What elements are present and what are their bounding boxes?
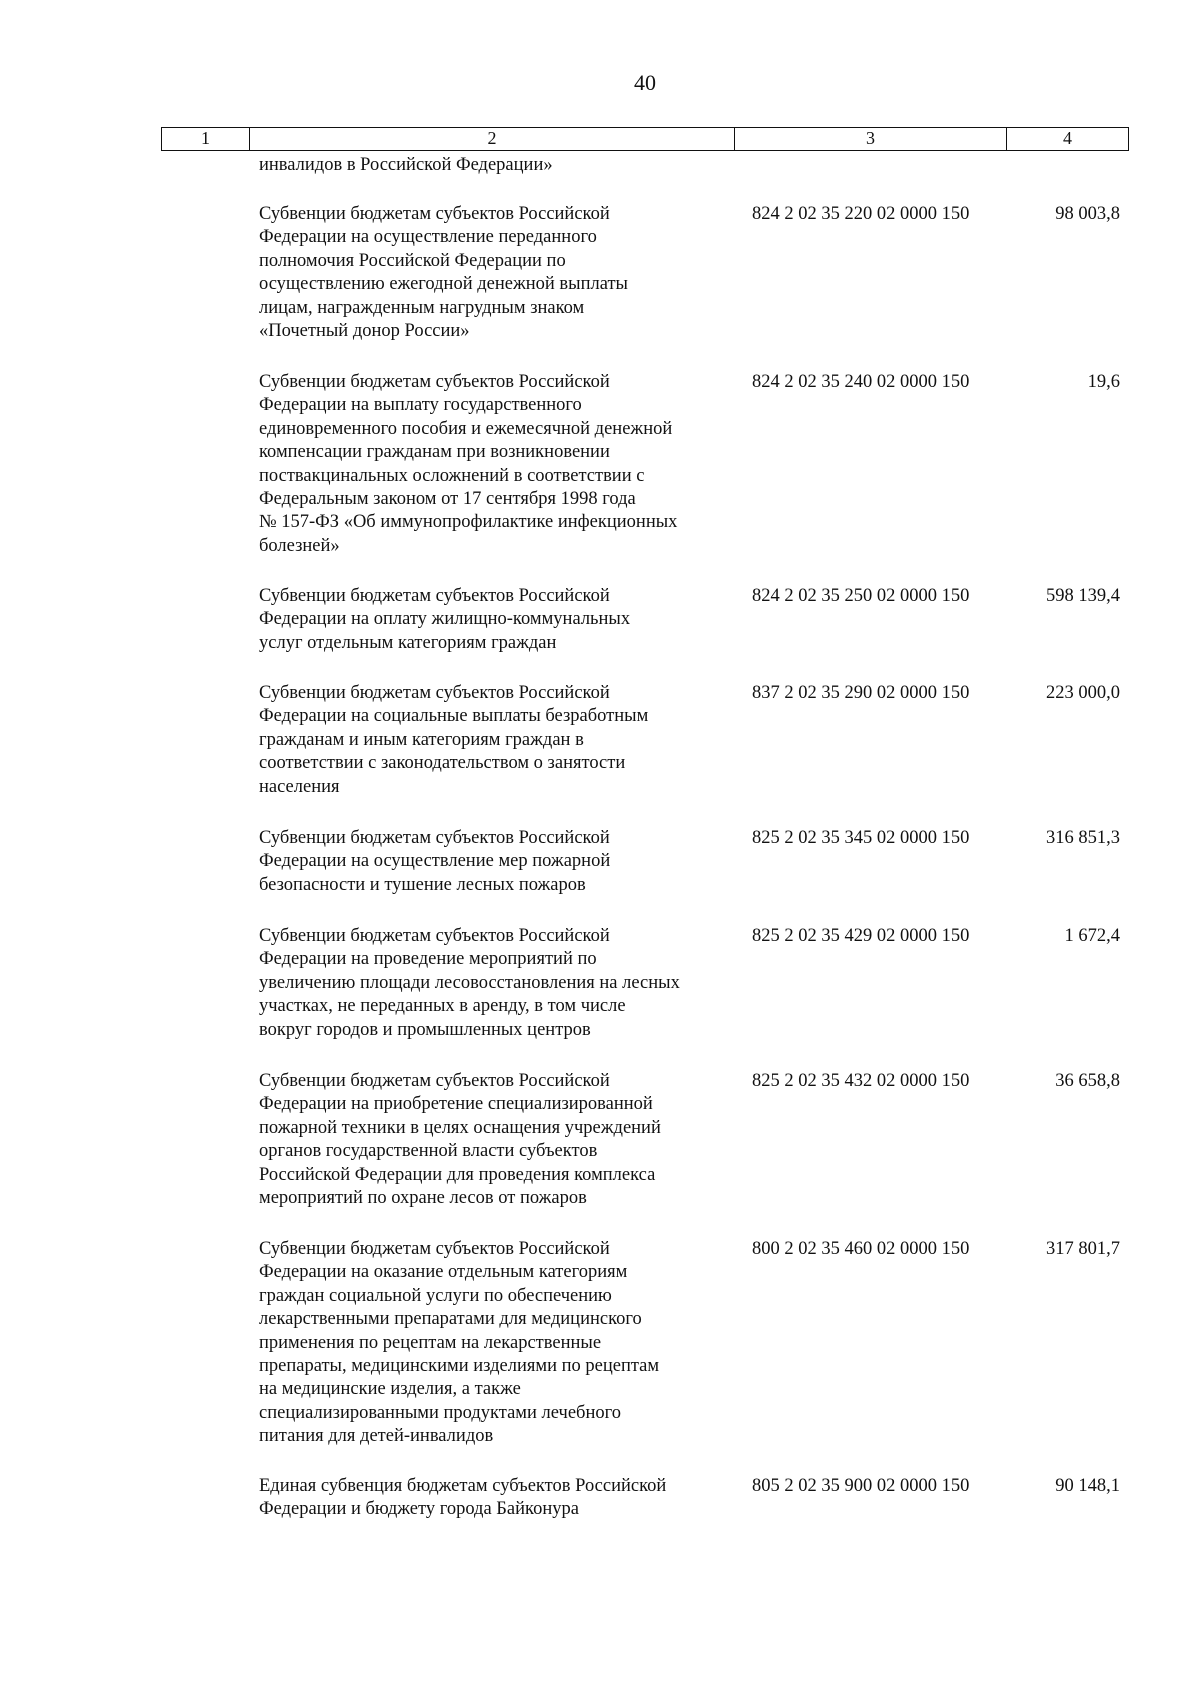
row-description: Субвенции бюджетам субъектов Российской Федерации на проведение мероприятий по увеличению площади лесовосстановления на лесных участках, не переданных в аренду, в том числе вокруг городов и промышленных центров <box>259 926 680 1040</box>
row-description: Субвенции бюджетам субъектов Российской Федерации на выплату государственного единовременного пособия и ежемесячной денежной компенсации гражданам при возникновении поствакцинальных осложнений в соответствии с Федеральным законом от 17 сентября 1998 года № 157-ФЗ «Об иммунопрофилактике инфекционных болезней» <box>259 372 678 556</box>
row-amount: 90 148,1 <box>1055 1476 1120 1496</box>
row-code: 824 2 02 35 250 02 0000 150 <box>752 586 970 606</box>
row-amount: 316 851,3 <box>1046 828 1120 848</box>
row-code: 825 2 02 35 432 02 0000 150 <box>752 1071 970 1091</box>
row-description: Субвенции бюджетам субъектов Российской Федерации на социальные выплаты безработным гражданам и иным категориям граждан в соответствии с законодательством о занятости населения <box>259 683 649 797</box>
row-amount: 223 000,0 <box>1046 683 1120 703</box>
table-header <box>161 127 1129 151</box>
continuation-text: инвалидов в Российской Федерации» <box>259 155 553 175</box>
row-code: 825 2 02 35 429 02 0000 150 <box>752 926 970 946</box>
row-code: 824 2 02 35 220 02 0000 150 <box>752 204 970 224</box>
row-description: Субвенции бюджетам субъектов Российской Федерации на осуществление мер пожарной безопасности и тушение лесных пожаров <box>259 828 611 895</box>
row-amount: 98 003,8 <box>1055 204 1120 224</box>
row-description: Субвенции бюджетам субъектов Российской Федерации на осуществление переданного полномочия Российской Федерации по осуществлению ежегодной денежной выплаты лицам, награжденным нагрудным знаком «Почетный донор России» <box>259 204 628 342</box>
row-description: Единая субвенция бюджетам субъектов Российской Федерации и бюджету города Байконура <box>259 1476 667 1520</box>
row-amount: 19,6 <box>1087 372 1120 392</box>
row-code: 837 2 02 35 290 02 0000 150 <box>752 683 970 703</box>
page-number: 40 <box>634 70 656 95</box>
row-amount: 36 658,8 <box>1055 1071 1120 1091</box>
row-description: Субвенции бюджетам субъектов Российской Федерации на оказание отдельным категориям граждан социальной услуги по обеспечению лекарственными препаратами для медицинского применения по рецептам на лекарственные препараты, медицинскими изделиями по рецептам на медицинские изделия, а также специализированными продуктами лечебного питания для детей-инвалидов <box>259 1239 660 1447</box>
header-col-2: 2 <box>250 128 735 150</box>
header-col-1: 1 <box>162 128 250 150</box>
row-description: Субвенции бюджетам субъектов Российской Федерации на приобретение специализированной пожарной техники в целях оснащения учреждений органов государственной власти субъектов Российской Федерации для проведения комплекса мероприятий по охране лесов от пожаров <box>259 1071 661 1209</box>
header-col-4: 4 <box>1063 128 1072 148</box>
header-col-3: 3 <box>735 128 1007 150</box>
row-code: 824 2 02 35 240 02 0000 150 <box>752 372 970 392</box>
row-amount: 598 139,4 <box>1046 586 1120 606</box>
row-code: 800 2 02 35 460 02 0000 150 <box>752 1239 970 1259</box>
row-amount: 317 801,7 <box>1046 1239 1120 1259</box>
row-description: Субвенции бюджетам субъектов Российской Федерации на оплату жилищно-коммунальных услуг отдельным категориям граждан <box>259 586 631 653</box>
row-code: 825 2 02 35 345 02 0000 150 <box>752 828 970 848</box>
row-code: 805 2 02 35 900 02 0000 150 <box>752 1476 970 1496</box>
row-amount: 1 672,4 <box>1064 926 1120 946</box>
